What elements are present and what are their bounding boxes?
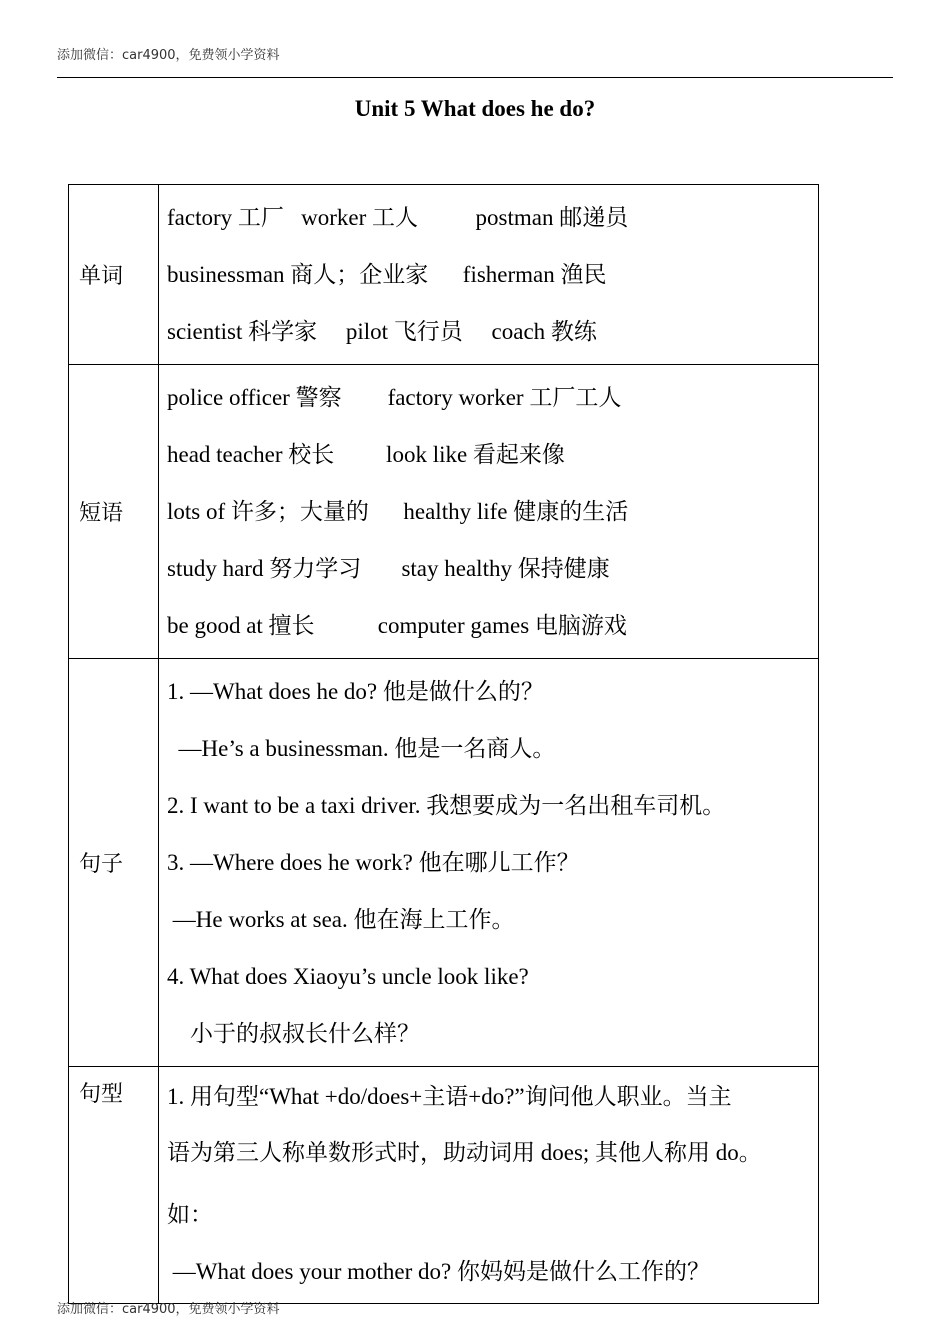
word-line: factory 工厂 worker 工人 postman 邮递员 <box>167 205 629 230</box>
pattern-line: 1. 用句型“What +do/does+主语+do?”询问他人职业。当主 <box>167 1084 732 1109</box>
phrase-line: police officer 警察 factory worker 工厂工人 <box>167 385 622 410</box>
table-row-patterns <box>69 1067 819 1304</box>
table-row-words <box>69 185 819 365</box>
phrase-line: head teacher 校长 look like 看起来像 <box>167 442 565 467</box>
phrase-line: lots of 许多；大量的 healthy life 健康的生活 <box>167 499 629 524</box>
word-line: businessman 商人；企业家 fisherman 渔民 <box>167 262 607 287</box>
content-words <box>159 185 819 365</box>
footer-note: 添加微信：car4900，免费领小学资料 <box>57 1302 280 1317</box>
label-patterns: 句型 <box>69 1067 159 1304</box>
sentence-line: 2. I want to be a taxi driver. 我想要成为一名出租车司机。 <box>167 793 726 818</box>
word-line: scientist 科学家 pilot 飞行员 coach 教练 <box>167 319 597 344</box>
sentence-line: —He’s a businessman. 他是一名商人。 <box>167 736 556 761</box>
phrase-line: be good at 擅长 computer games 电脑游戏 <box>167 613 627 638</box>
pattern-line: —What does your mother do? 你妈妈是做什么工作的？ <box>167 1259 710 1284</box>
content-patterns <box>159 1067 819 1304</box>
page-title: Unit 5 What does he do? <box>354 96 596 121</box>
label-phrases: 短语 <box>69 365 159 659</box>
sentence-line: —He works at sea. 他在海上工作。 <box>167 907 515 932</box>
sentence-line: 3. —Where does he work? 他在哪儿工作？ <box>167 850 580 875</box>
sentence-line: 小于的叔叔长什么样？ <box>167 1021 420 1046</box>
pattern-line: 如： <box>167 1202 213 1227</box>
notes-table <box>68 184 819 1304</box>
pattern-line: 语为第三人称单数形式时，助动词用 does; 其他人称用 do。 <box>167 1140 762 1165</box>
content-phrases <box>159 365 819 659</box>
phrase-line: study hard 努力学习 stay healthy 保持健康 <box>167 556 610 581</box>
table-row-phrases <box>69 365 819 659</box>
label-sentences: 句子 <box>69 659 159 1067</box>
sentence-line: 4. What does Xiaoyu’s uncle look like? <box>167 964 529 989</box>
sentence-line: 1. —What does he do? 他是做什么的？ <box>167 679 544 704</box>
header-rule <box>57 77 893 78</box>
header-note: 添加微信：car4900，免费领小学资料 <box>57 48 280 63</box>
label-words: 单词 <box>69 185 159 365</box>
table-row-sentences <box>69 659 819 1067</box>
content-sentences <box>159 659 819 1067</box>
